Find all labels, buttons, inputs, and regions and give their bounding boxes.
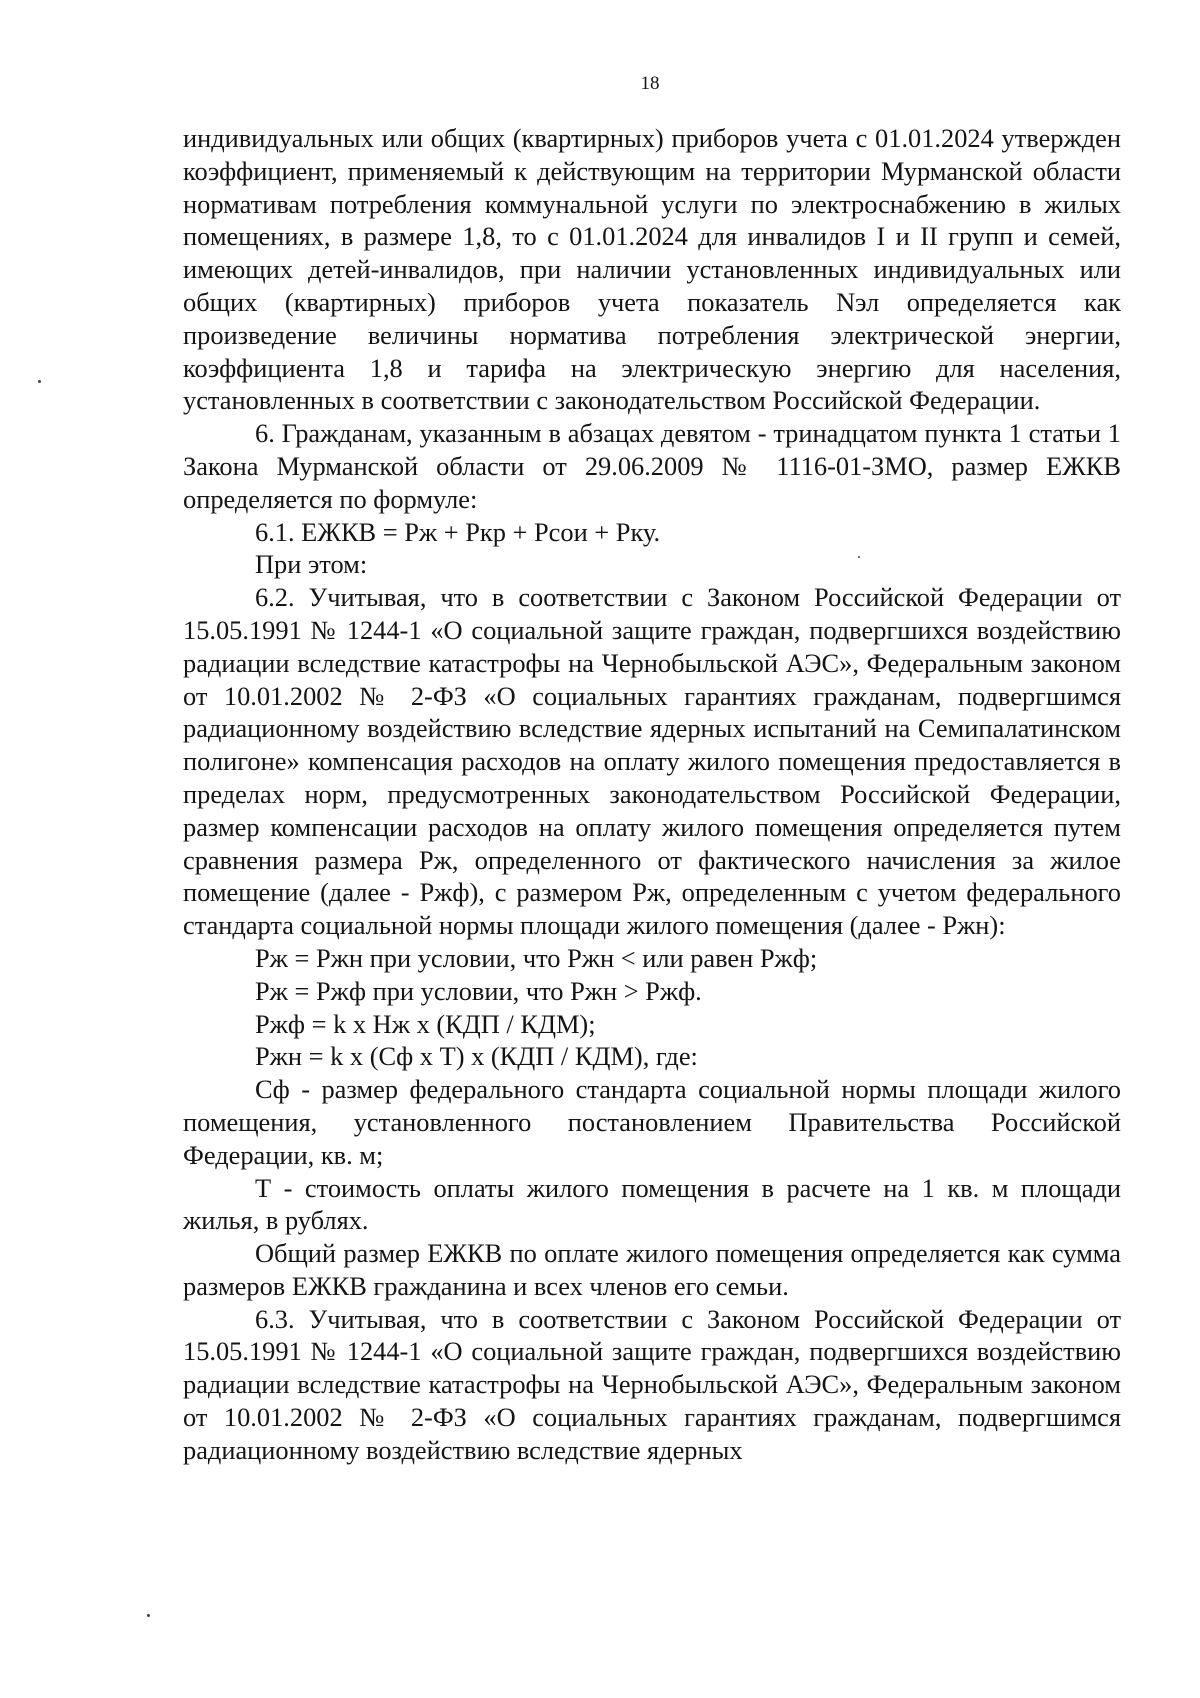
formula-rzh-rzhf: Рж = Ржф при условии, что Ржн > Ржф. bbox=[255, 975, 702, 1006]
paragraph-6: 6. Гражданам, указанным в абзацах девятом - тринадцатом пункта 1 статьи 1 Закона Мурманской области от 29.06.2009 № 1116-01-ЗМО, размер ЕЖКВ определяется по формуле: bbox=[183, 418, 1121, 514]
paragraph-6-2: 6.2. Учитывая, что в соответствии с Законом Российской Федерации от 15.05.1991 № 1244-1 «О социальной защите граждан, подвергшихся воздействию радиации вследствие катастрофы на Чернобыльской АЭС», Федеральным законом от 10.01.2002 № 2-ФЗ «О социальных гарантиях гражданам, подвергшимся радиационному воздействию вследствие ядерных испытаний на Семипалатинском полигоне» компенсация расходов на оплату жилого помещения предоставляется в пределах норм, предусмотренных законодательством Российской Федерации, размер компенсации расходов на оплату жилого помещения определяется путем сравнения размера Рж, определенного от фактического начисления за жилое помещение (далее - Ржф), с размером Рж, определенным с учетом федерального стандарта социальной нормы площади жилого помещения (далее - Ржн): bbox=[183, 582, 1121, 941]
formula-rzhn: Ржн = k х (Сф х Т) х (КДП / КДМ), где: bbox=[255, 1041, 698, 1072]
definition-sf: Сф - размер федерального стандарта социальной нормы площади жилого помещения, установленного постановлением Правительства Российской Федерации, кв. м; bbox=[183, 1074, 1121, 1170]
paragraph-intro: индивидуальных или общих (квартирных) приборов учета с 01.01.2024 утвержден коэффициент, применяемый к действующим на территории Мурманской области нормативам потребления коммунальной услуги по электроснабжению в жилых помещениях, в размере 1,8, то с 01.01.2024 для инвалидов I и II групп и семей, имеющих детей-инвалидов, при наличии установленных индивидуальных или общих (квартирных) приборов учета показатель Nэл определяется как произведение величины норматива потребления электрической энергии, коэффициента 1,8 и тарифа на электрическую энергию для населения, установленных в соответствии с законодательством Российской Федерации. bbox=[183, 123, 1121, 416]
scan-speck bbox=[38, 380, 41, 383]
paragraph-pri-etom: При этом: bbox=[255, 549, 368, 580]
formula-rzh-rzhn: Рж = Ржн при условии, что Ржн < или равен Ржф; bbox=[255, 942, 818, 973]
document-body bbox=[183, 122, 1121, 1467]
paragraph-total: Общий размер ЕЖКВ по оплате жилого помещения определяется как сумма размеров ЕЖКВ гражданина и всех членов его семьи. bbox=[183, 1238, 1121, 1301]
definition-t: Т - стоимость оплаты жилого помещения в расчете на 1 кв. м площади жилья, в рублях. bbox=[183, 1172, 1121, 1236]
scan-speck bbox=[147, 1614, 150, 1617]
page-number: 18 bbox=[640, 73, 660, 94]
paragraph-6-3: 6.3. Учитывая, что в соответствии с Законом Российской Федерации от 15.05.1991 № 1244-1 «О социальной защите граждан, подвергшихся воздействию радиации вследствие катастрофы на Чернобыльской АЭС», Федеральным законом от 10.01.2002 № 2-ФЗ «О социальных гарантиях гражданам, подвергшимся радиационному воздействию вследствие ядерных bbox=[183, 1303, 1121, 1465]
formula-rzhf: Ржф = k х Нж х (КДП / КДМ); bbox=[255, 1008, 596, 1039]
formula-6-1: 6.1. ЕЖКВ = Рж + Ркр + Рсои + Рку. bbox=[255, 516, 661, 547]
scan-speck bbox=[858, 556, 860, 558]
